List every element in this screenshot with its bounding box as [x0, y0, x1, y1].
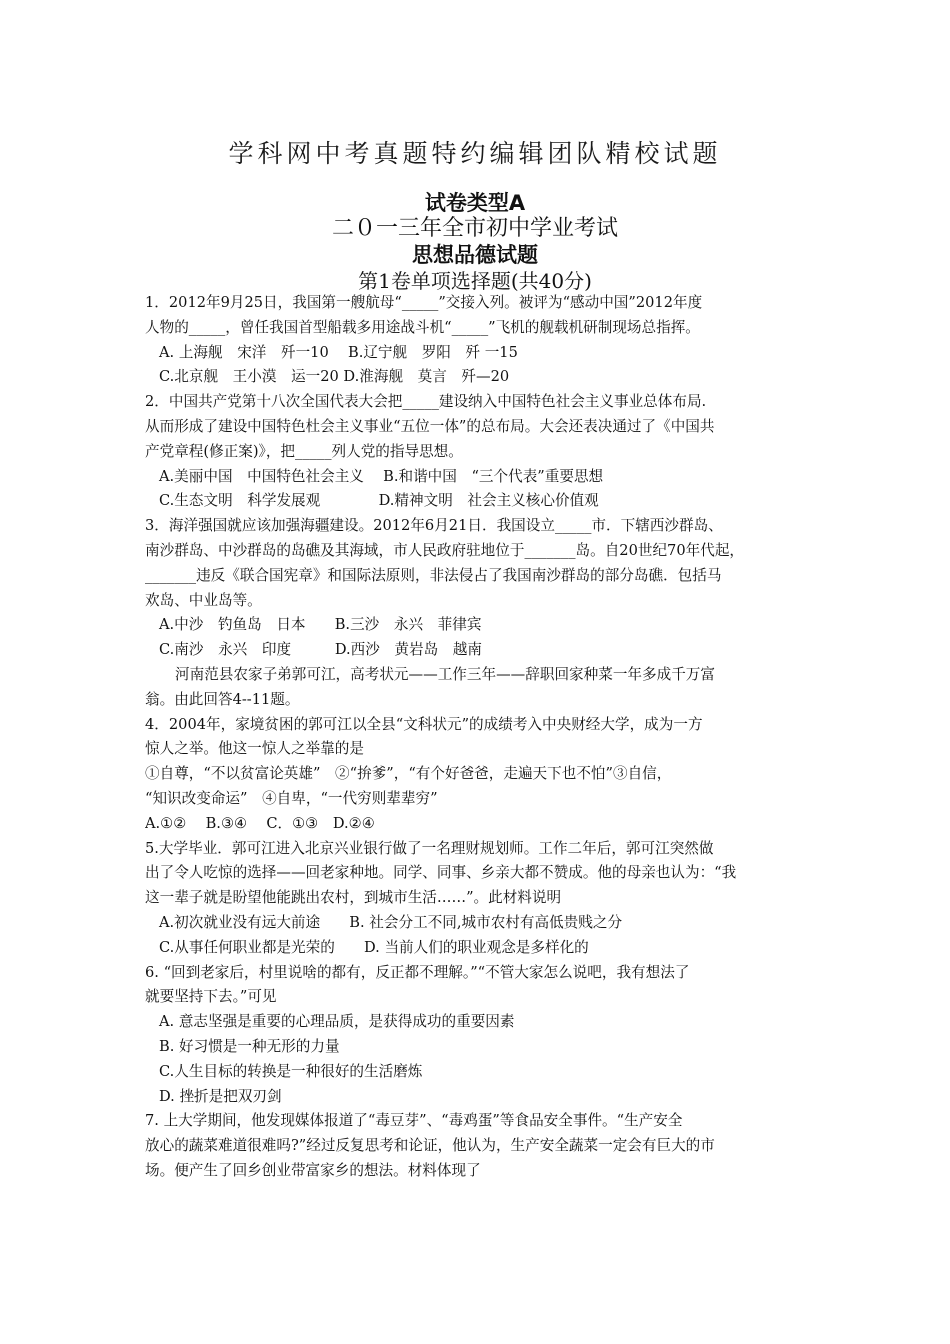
subject-title: 思想品德试题 [412, 243, 538, 267]
q1-stem-line-2: 人物的_____，曾任我国首型船载多用途战斗机“_____”飞机的舰载机研制现场总指挥。 [145, 318, 700, 336]
material-intro-line-2: 翁。由此回答4--11题。 [145, 690, 300, 708]
q2-options-cd: C.生态文明 科学发展观 D.精神文明 社会主义核心价值观 [159, 492, 599, 510]
q1-options-cd: C.北京舰 王小漠 运一20 D.淮海舰 莫言 歼—20 [159, 368, 510, 386]
q5-stem-line-3: 这一辈子就是盼望他能跳出农村，到城市生活……”。此材料说明 [145, 889, 562, 907]
q5-options-ab: A.初次就业没有远大前途 B. 社会分工不同,城市农村有高低贵贱之分 [159, 913, 623, 931]
q6-option-a: A. 意志坚强是重要的心理品质，是获得成功的重要因素 [159, 1013, 515, 1031]
q2-stem-line-3: 产党章程(修正案)》，把_____列人党的指导思想。 [145, 442, 463, 460]
q7-stem-line-3: 场。便产生了回乡创业带富家乡的想法。材料体现了 [145, 1161, 481, 1179]
q4-choices-line-2: “知识改变命运” ④自卑，“一代穷则辈辈穷” [145, 789, 438, 807]
material-intro-line-1: 河南范县农家子弟郭可江，高考状元——工作三年——辞职回家种菜一年多成千万富 [175, 665, 715, 683]
q6-option-d: D. 挫折是把双刃剑 [159, 1087, 282, 1105]
q1-stem-line-1: 1．2012年9月25日，我国第一艘航母“_____”交接入列。被评为“感动中国”2012年度 [145, 294, 703, 311]
section-title: 第1卷单项选择题(共40分) [358, 269, 592, 293]
paper-type: 试卷类型A [424, 191, 526, 215]
question-body [145, 291, 815, 1184]
q5-options-cd: C.从事任何职业都是光荣的 D. 当前人们的职业观念是多样化的 [159, 938, 589, 956]
q4-options: A.①② B.③④ C．①③ D.②④ [145, 814, 375, 832]
q3-stem-line-3: _______违反《联合国宪章》和国际法原则，非法侵占了我国南沙群岛的部分岛礁．包括马 [145, 566, 722, 584]
q4-stem-line-1: 4．2004年，家境贫困的郭可江以全县“文科状元”的成绩考入中央财经大学，成为一方 [145, 715, 703, 733]
q2-stem-line-1: 2．中国共产党第十八次全国代表大会把_____建设纳入中国特色社会主义事业总体布局. [145, 393, 707, 411]
q4-stem-line-2: 惊人之举。他这一惊人之举靠的是 [145, 740, 364, 758]
title-block [0, 190, 950, 294]
q5-stem-line-1: 5.大学毕业．郭可江进入北京兴业银行做了一名理财规划师。工作二年后，郭可江突然做 [145, 839, 714, 857]
q3-stem-line-4: 欢岛、中业岛等。 [145, 591, 262, 609]
q3-options-ab: A.中沙 钓鱼岛 日本 B.三沙 永兴 菲律宾 [159, 616, 482, 634]
q6-stem-line-1: 6. “回到老家后，村里说啥的都有，反正都不理解。”“不管大家怎么说吧，我有想法了 [145, 963, 690, 981]
page-header: 学科网中考真题特约编辑团队精校试题 [228, 139, 722, 168]
q1-options-ab: A. 上海舰 宋洋 歼一10 B.辽宁舰 罗阳 歼 一15 [159, 343, 518, 361]
q5-stem-line-2: 出了令人吃惊的选择——回老家种地。同学、同事、乡亲大都不赞成。他的母亲也认为：“我 [145, 864, 737, 882]
q4-choices-line-1: ①自尊，“不以贫富论英雄” ②“拚爹”，“有个好爸爸，走遍天下也不怕”③自信， [145, 765, 672, 783]
q6-stem-line-2: 就要坚持下去。”可见 [145, 988, 277, 1006]
q6-option-b: B. 好习惯是一种无形的力量 [159, 1037, 340, 1055]
q2-stem-line-2: 从而形成了建设中国特色杜会主义事业“五位一体”的总布局。大会还表决通过了《中国共 [145, 417, 715, 435]
q7-stem-line-2: 放心的蔬菜难道很难吗?”经过反复思考和论证，他认为，生产安全蔬菜一定会有巨大的市 [145, 1137, 715, 1155]
q3-options-cd: C.南沙 永兴 印度 D.西沙 黄岩岛 越南 [159, 641, 482, 659]
exam-title: 二０一三年全市初中学业考试 [331, 216, 618, 241]
q6-option-c: C.人生目标的转换是一种很好的生活磨炼 [159, 1062, 423, 1080]
q7-stem-line-1: 7. 上大学期间，他发现媒体报道了“毒豆芽”、“毒鸡蛋”等食品安全事件。“生产安全 [145, 1112, 683, 1130]
q2-options-ab: A.美丽中国 中国特色社会主义 B.和谐中国 “三个代表”重要思想 [159, 467, 604, 485]
q3-stem-line-1: 3．海洋强国就应该加强海疆建设。2012年6月21日．我国设立_____市．下辖西沙群岛、 [145, 517, 723, 535]
q3-stem-line-2: 南沙群岛、中沙群岛的岛礁及其海域，市人民政府驻地位于_______岛。自20世纪70年代起， [145, 541, 745, 559]
